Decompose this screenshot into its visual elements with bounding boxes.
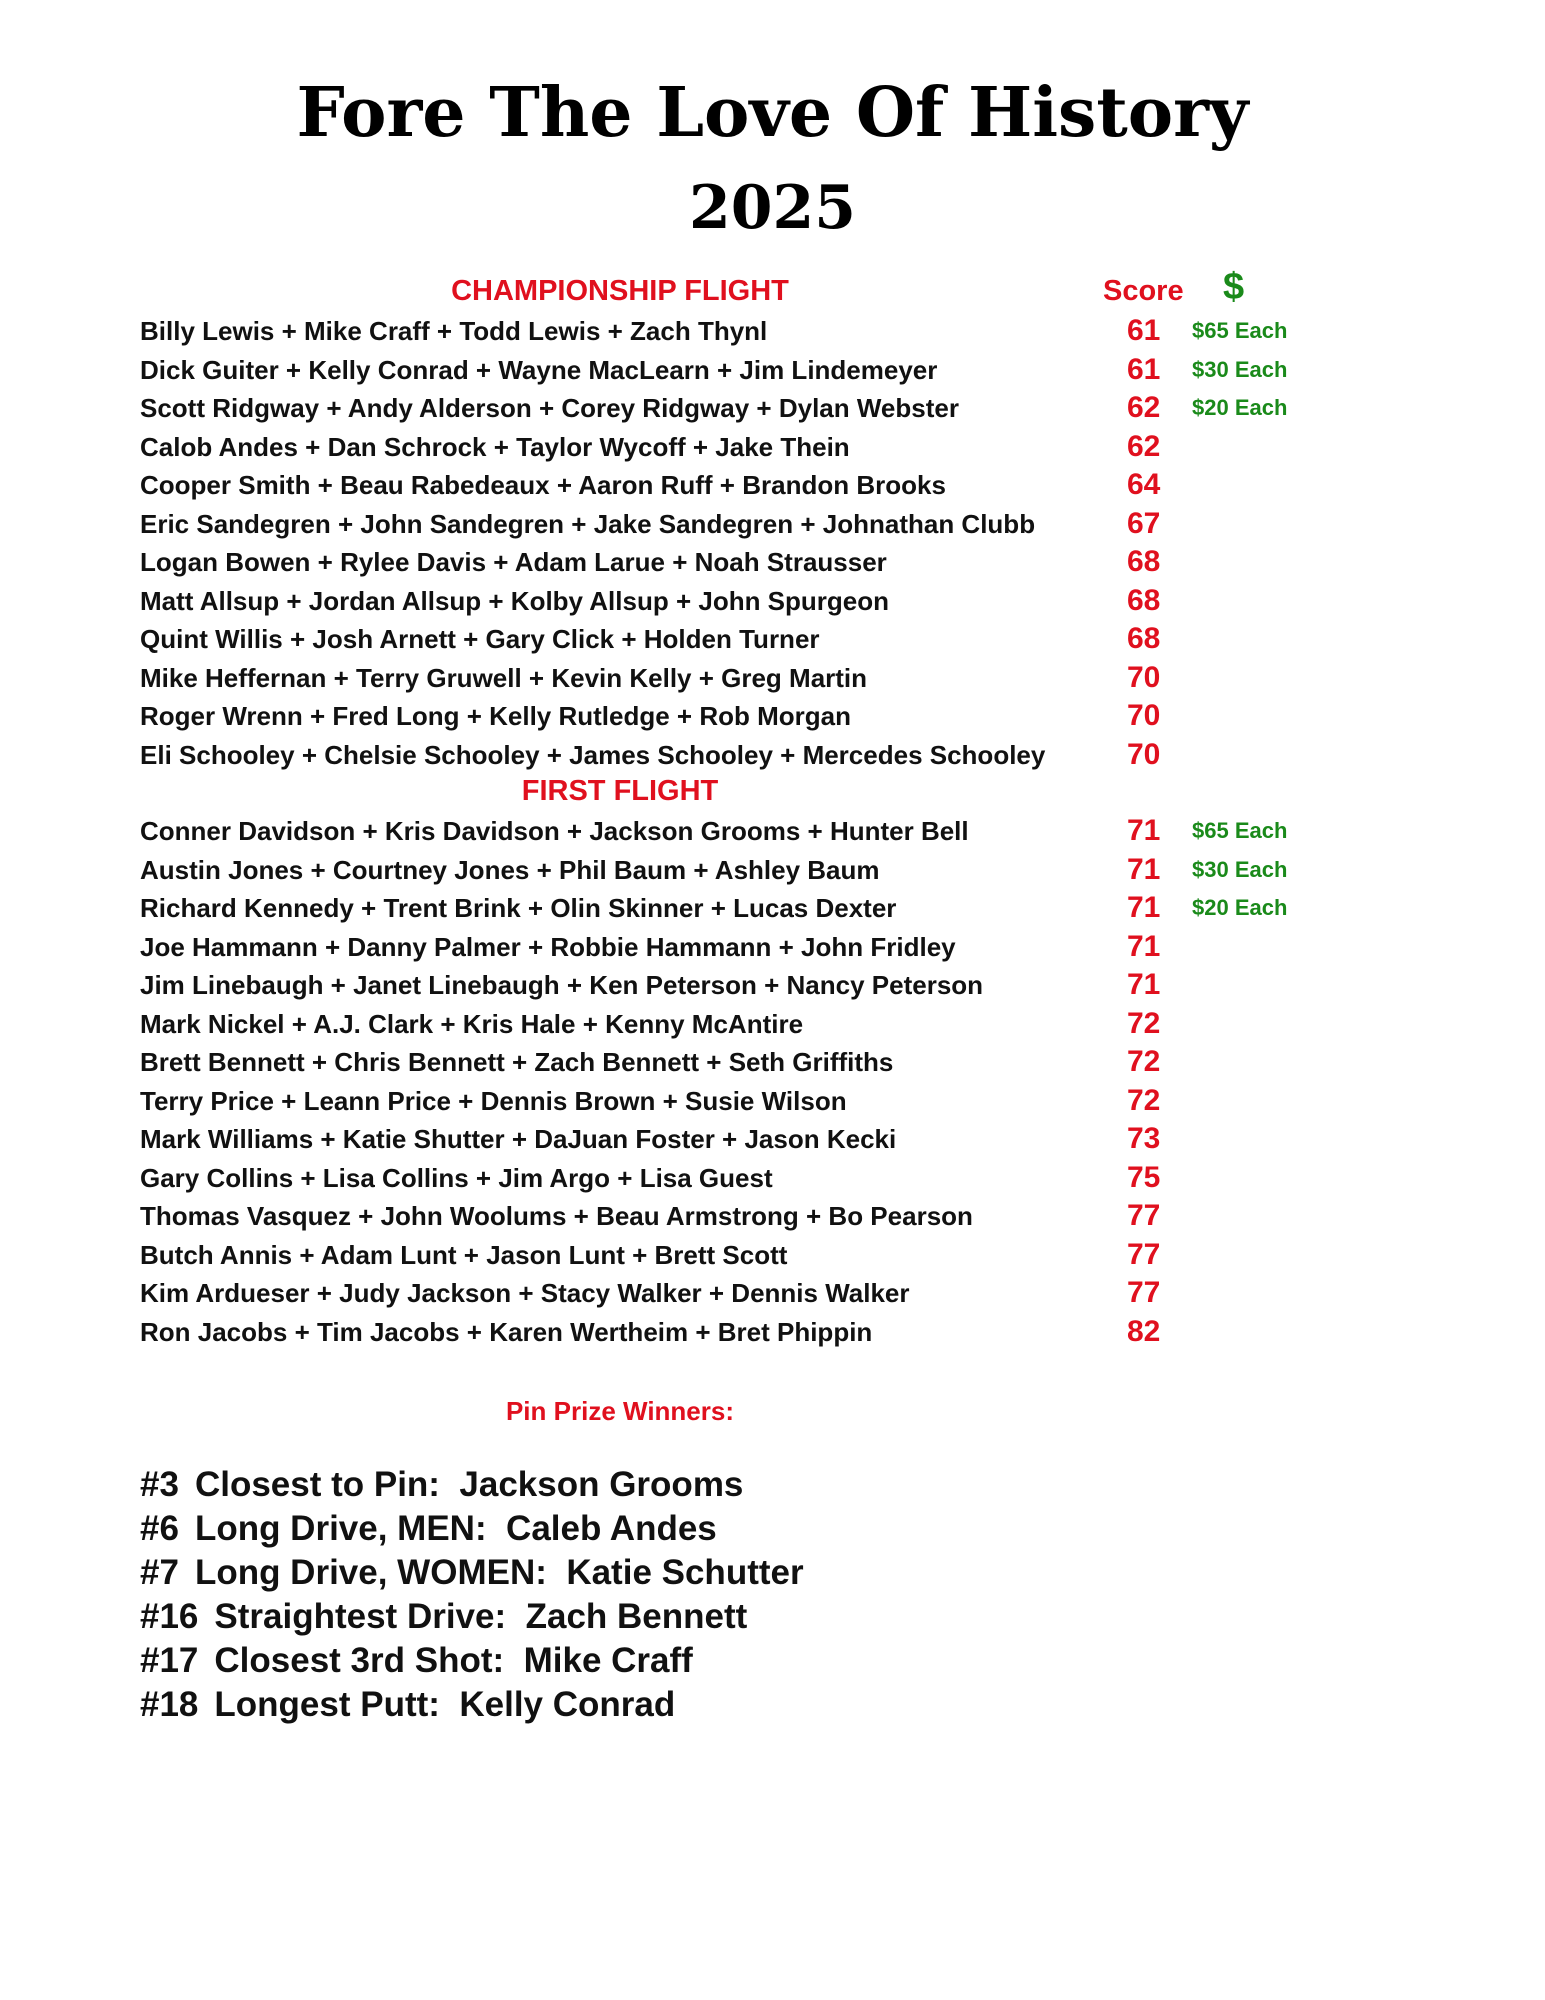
result-row — [0, 1313, 1545, 1352]
result-row — [0, 812, 1545, 851]
result-row — [0, 1043, 1545, 1082]
team-names: Brett Bennett + Chris Bennett + Zach Bennett + Seth Griffiths — [140, 1047, 894, 1077]
team-names: Scott Ridgway + Andy Alderson + Corey Ridgway + Dylan Webster — [140, 393, 959, 423]
team-score: 68 — [1127, 583, 1161, 617]
team-score: 61 — [1127, 352, 1161, 386]
prize-amount: $30 Each — [1192, 856, 1288, 882]
result-row — [0, 1197, 1545, 1236]
team-score: 70 — [1127, 699, 1161, 732]
team-score: 71 — [1127, 852, 1161, 886]
pin-prize-item — [140, 1683, 675, 1727]
team-score: 70 — [1127, 660, 1161, 694]
result-row — [0, 1159, 1545, 1198]
hole-number: #17 — [140, 1641, 199, 1680]
result-row — [0, 428, 1545, 467]
page-year: 2025 — [689, 173, 856, 243]
team-score: 73 — [1127, 1122, 1161, 1155]
pin-prize-item — [140, 1639, 693, 1683]
result-row — [0, 928, 1545, 967]
team-score: 72 — [1127, 1045, 1161, 1078]
result-row — [0, 312, 1545, 351]
team-score: 77 — [1127, 1276, 1161, 1309]
team-names: Roger Wrenn + Fred Long + Kelly Rutledge + Rob Morgan — [140, 701, 851, 731]
team-names: Jim Linebaugh + Janet Linebaugh + Ken Peterson + Nancy Peterson — [140, 970, 984, 1000]
pin-prize-winner: Straightest Drive: Zach Bennett — [214, 1597, 748, 1636]
team-names: Butch Annis + Adam Lunt + Jason Lunt + Brett Scott — [140, 1239, 788, 1270]
pin-prize-winner: Closest to Pin: Jackson Grooms — [194, 1465, 744, 1504]
team-names: Dick Guiter + Kelly Conrad + Wayne MacLearn + Jim Lindemeyer — [140, 354, 938, 385]
team-names: Matt Allsup + Jordan Allsup + Kolby Allsup + John Spurgeon — [140, 585, 890, 616]
result-row — [0, 620, 1545, 659]
pin-prize-winner: Long Drive, MEN: Caleb Andes — [194, 1509, 717, 1548]
team-score: 72 — [1127, 1083, 1161, 1117]
team-names: Kim Ardueser + Judy Jackson + Stacy Walker + Dennis Walker — [140, 1278, 910, 1308]
result-row — [0, 1120, 1545, 1159]
result-row — [0, 889, 1545, 928]
team-names: Quint Willis + Josh Arnett + Gary Click + Holden Turner — [140, 624, 820, 654]
result-row — [0, 1236, 1545, 1275]
first-flight-header: FIRST FLIGHT — [521, 775, 719, 807]
pin-prize-winner: Long Drive, WOMEN: Katie Schutter — [194, 1553, 804, 1592]
prize-column-header: $ — [1223, 266, 1245, 308]
team-score: 71 — [1127, 891, 1161, 924]
team-names: Austin Jones + Courtney Jones + Phil Baum + Ashley Baum — [140, 854, 880, 885]
team-score: 77 — [1127, 1237, 1161, 1271]
result-row — [0, 389, 1545, 428]
result-row — [0, 582, 1545, 621]
result-row — [0, 851, 1545, 890]
result-row — [0, 351, 1545, 390]
prize-amount: $65 Each — [1192, 318, 1288, 343]
team-names: Mark Williams + Katie Shutter + DaJuan Foster + Jason Kecki — [140, 1124, 897, 1154]
pin-prize-item — [140, 1507, 717, 1551]
team-names: Terry Price + Leann Price + Dennis Brown + Susie Wilson — [140, 1085, 847, 1116]
team-names: Eric Sandegren + John Sandegren + Jake Sandegren + Johnathan Clubb — [140, 508, 1036, 539]
result-row — [0, 466, 1545, 505]
pin-prize-item — [140, 1551, 804, 1595]
team-names: Ron Jacobs + Tim Jacobs + Karen Wertheim + Bret Phippin — [140, 1316, 873, 1347]
pin-prize-item — [140, 1595, 747, 1639]
team-names: Eli Schooley + Chelsie Schooley + James Schooley + Mercedes Schooley — [140, 739, 1046, 770]
team-names: Calob Andes + Dan Schrock + Taylor Wycoff + Jake Thein — [140, 431, 850, 462]
team-names: Richard Kennedy + Trent Brink + Olin Skinner + Lucas Dexter — [140, 893, 897, 923]
team-names: Cooper Smith + Beau Rabedeaux + Aaron Ruff + Brandon Brooks — [140, 470, 946, 500]
result-row — [0, 697, 1545, 736]
prize-amount: $20 Each — [1192, 395, 1288, 420]
team-score: 61 — [1127, 314, 1161, 347]
championship-flight-header: CHAMPIONSHIP FLIGHT — [451, 275, 789, 307]
team-score: 77 — [1127, 1199, 1161, 1232]
result-row — [0, 659, 1545, 698]
team-score: 82 — [1127, 1314, 1161, 1348]
result-row — [0, 736, 1545, 775]
hole-number: #16 — [140, 1597, 199, 1636]
team-names: Thomas Vasquez + John Woolums + Beau Armstrong + Bo Pearson — [140, 1201, 973, 1231]
prize-amount: $20 Each — [1192, 895, 1288, 920]
result-row — [0, 966, 1545, 1005]
team-score: 64 — [1127, 468, 1161, 501]
team-score: 70 — [1127, 737, 1161, 771]
pin-prize-item — [140, 1463, 743, 1507]
prize-amount: $65 Each — [1192, 818, 1288, 843]
pin-prize-header: Pin Prize Winners: — [505, 1396, 735, 1426]
team-names: Gary Collins + Lisa Collins + Jim Argo + Lisa Guest — [140, 1162, 773, 1193]
team-names: Mark Nickel + A.J. Clark + Kris Hale + Kenny McAntire — [140, 1008, 804, 1039]
team-score: 71 — [1127, 814, 1161, 847]
team-names: Logan Bowen + Rylee Davis + Adam Larue + Noah Strausser — [140, 547, 887, 577]
team-score: 71 — [1127, 929, 1161, 963]
hole-number: #6 — [140, 1509, 179, 1548]
team-score: 68 — [1127, 622, 1161, 655]
hole-number: #7 — [140, 1553, 179, 1592]
result-row — [0, 1005, 1545, 1044]
hole-number: #3 — [140, 1465, 179, 1504]
result-row — [0, 543, 1545, 582]
team-names: Joe Hammann + Danny Palmer + Robbie Hammann + John Fridley — [140, 931, 956, 962]
team-names: Billy Lewis + Mike Craff + Todd Lewis + Zach Thynl — [140, 316, 768, 346]
team-score: 68 — [1127, 545, 1161, 578]
team-score: 71 — [1127, 968, 1161, 1001]
pin-prize-winner: Closest 3rd Shot: Mike Craff — [214, 1641, 693, 1680]
team-names: Conner Davidson + Kris Davidson + Jackson Grooms + Hunter Bell — [140, 816, 969, 846]
result-row — [0, 1082, 1545, 1121]
score-column-header: Score — [1103, 275, 1184, 307]
team-score: 75 — [1127, 1160, 1161, 1194]
team-score: 62 — [1127, 391, 1161, 424]
prize-amount: $30 Each — [1192, 356, 1288, 382]
page-title: Fore The Love Of History — [296, 73, 1249, 153]
result-row — [0, 505, 1545, 544]
result-row — [0, 1274, 1545, 1313]
team-names: Mike Heffernan + Terry Gruwell + Kevin Kelly + Greg Martin — [140, 662, 868, 693]
team-score: 62 — [1127, 429, 1161, 463]
team-score: 72 — [1127, 1006, 1161, 1040]
hole-number: #18 — [140, 1685, 199, 1724]
team-score: 67 — [1127, 506, 1161, 540]
pin-prize-winner: Longest Putt: Kelly Conrad — [214, 1685, 676, 1724]
